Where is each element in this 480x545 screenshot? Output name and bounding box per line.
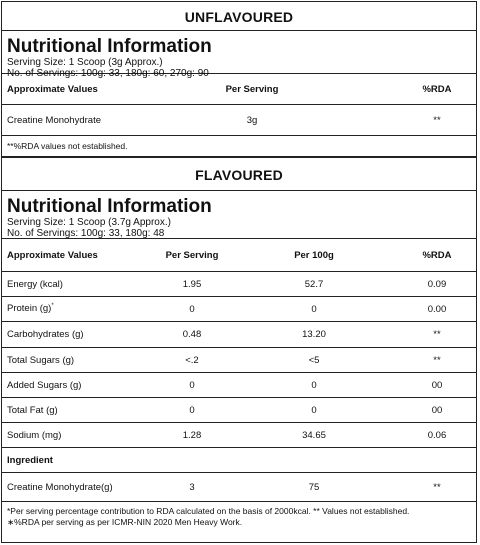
footnote-rda-basis: *Per serving percentage contribution to RDA calculated on the basis of 2000kcal. ** Values not established. bbox=[7, 506, 410, 516]
table-row bbox=[2, 348, 476, 373]
flavoured-heading: Nutritional Information bbox=[7, 196, 212, 217]
col-approximate-values: Approximate Values bbox=[7, 83, 98, 95]
ingredient-header-row bbox=[2, 448, 476, 473]
flavoured-servings: No. of Servings: 100g: 33, 180g: 48 bbox=[7, 228, 165, 239]
table-row bbox=[2, 272, 476, 297]
row-per-serving: 1.28 bbox=[182, 429, 202, 441]
row-per-serving: 0 bbox=[189, 404, 195, 416]
row-name: Energy (kcal) bbox=[7, 278, 63, 290]
ingredient-label: Ingredient bbox=[7, 454, 53, 466]
row-per-100g: 52.7 bbox=[304, 278, 324, 290]
row-name: Protein (g)* bbox=[7, 303, 54, 315]
col-rda: %RDA bbox=[422, 83, 452, 95]
row-rda: ** bbox=[433, 481, 441, 493]
flavoured-header bbox=[2, 191, 476, 239]
table-row bbox=[2, 473, 476, 502]
row-name: Sodium (mg) bbox=[7, 429, 62, 441]
flavoured-section-title: FLAVOURED bbox=[2, 158, 476, 191]
col-approximate-values: Approximate Values bbox=[7, 249, 98, 261]
row-per-100g: 34.65 bbox=[302, 429, 326, 441]
row-rda: 00 bbox=[431, 404, 443, 416]
row-per-100g: <5 bbox=[308, 354, 320, 366]
row-per-serving: 0 bbox=[189, 379, 195, 391]
row-per-100g: 13.20 bbox=[302, 329, 326, 340]
table-row bbox=[2, 373, 476, 398]
row-per-serving: 3 bbox=[189, 481, 195, 493]
row-rda: 0.00 bbox=[427, 303, 447, 315]
col-per-serving: Per Serving bbox=[225, 83, 279, 95]
flavoured-column-header-row bbox=[2, 239, 476, 272]
unflavoured-servings: No. of Servings: 100g: 33, 180g: 60, 270g: 90 bbox=[7, 68, 209, 79]
row-name: Creatine Monohydrate(g) bbox=[7, 481, 113, 493]
row-per-serving: 0.48 bbox=[182, 329, 202, 340]
row-per-serving: <.2 bbox=[185, 354, 199, 366]
table-row bbox=[2, 398, 476, 423]
row-rda: ** bbox=[433, 354, 441, 366]
protein-superscript: * bbox=[51, 303, 54, 310]
row-rda: 0.09 bbox=[427, 278, 447, 290]
row-rda: 0.06 bbox=[427, 429, 447, 441]
nutrition-label bbox=[1, 1, 477, 543]
table-row bbox=[2, 105, 476, 136]
row-rda: ** bbox=[433, 114, 441, 126]
unflavoured-section-title: UNFLAVOURED bbox=[2, 2, 476, 31]
unflavoured-column-header-row bbox=[2, 74, 476, 105]
row-name: Total Fat (g) bbox=[7, 404, 58, 416]
row-per-serving: 3g bbox=[246, 114, 258, 126]
row-per-serving: 0 bbox=[189, 303, 195, 315]
row-per-100g: 0 bbox=[311, 303, 317, 315]
flavoured-serving-size: Serving Size: 1 Scoop (3.7g Approx.) bbox=[7, 217, 171, 228]
row-per-100g: 0 bbox=[311, 379, 317, 391]
table-row bbox=[2, 322, 476, 348]
row-per-100g: 0 bbox=[311, 404, 317, 416]
unflavoured-serving-size: Serving Size: 1 Scoop (3g Approx.) bbox=[7, 57, 163, 68]
unflavoured-heading: Nutritional Information bbox=[7, 36, 212, 57]
footnote-icmr: ∗%RDA per serving as per ICMR-NIN 2020 Men Heavy Work. bbox=[7, 517, 243, 527]
col-per-100g: Per 100g bbox=[294, 249, 334, 261]
table-row bbox=[2, 297, 476, 322]
col-per-serving: Per Serving bbox=[165, 249, 219, 261]
row-per-100g: 75 bbox=[308, 481, 320, 493]
table-row bbox=[2, 423, 476, 448]
unflavoured-footnote-row bbox=[2, 136, 476, 158]
unflavoured-footnote: **%RDA values not established. bbox=[7, 141, 128, 151]
unflavoured-header bbox=[2, 31, 476, 79]
row-per-serving: 1.95 bbox=[182, 278, 202, 290]
col-rda: %RDA bbox=[422, 249, 452, 261]
row-name: Total Sugars (g) bbox=[7, 354, 75, 366]
row-name: Added Sugars (g) bbox=[7, 379, 82, 391]
row-rda: 00 bbox=[431, 379, 443, 391]
flavoured-footnotes bbox=[2, 502, 476, 532]
row-rda: ** bbox=[433, 329, 441, 340]
row-name: Creatine Monohydrate bbox=[7, 114, 101, 126]
row-name: Carbohydrates (g) bbox=[7, 329, 84, 340]
